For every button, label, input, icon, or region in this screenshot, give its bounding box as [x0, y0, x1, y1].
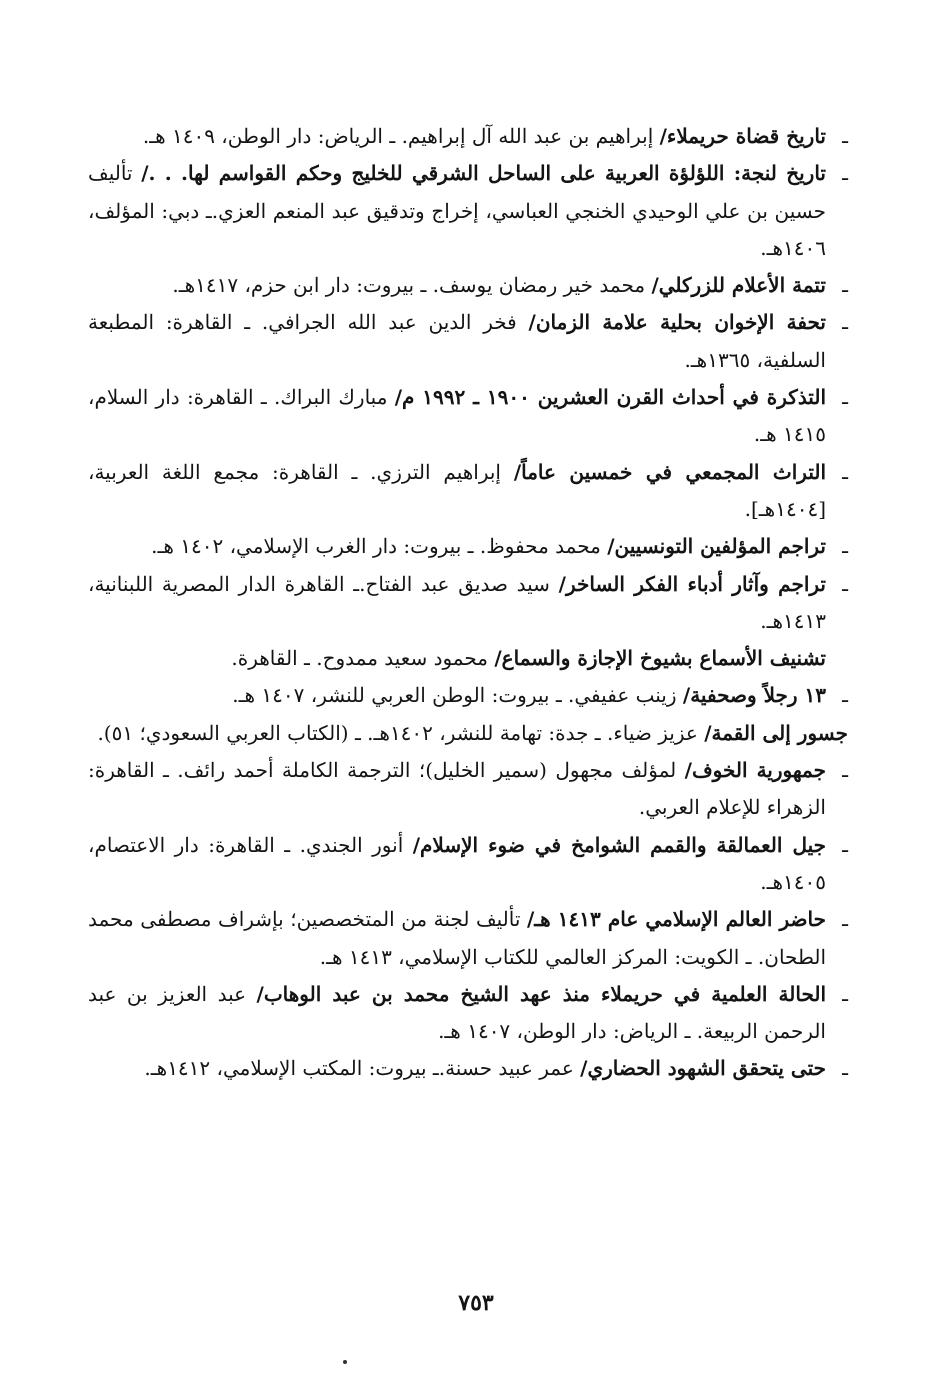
entry-title: الحالة العلمية في حريملاء منذ عهد الشيخ محمد بن عبد الوهاب/ — [256, 981, 827, 1006]
entry-title: جيل العمالقة والقمم الشوامخ في ضوء الإسلام/ — [412, 832, 826, 857]
entry-details: مبارك البراك. ـ القاهرة: دار السلام، ١٤١٥ هـ. — [88, 385, 826, 447]
entry-dash: ـ — [842, 981, 848, 1006]
entry-details: تأليف حسين بن علي الوحيدي الخنجي العباسي، إخراج وتدقيق عبد المنعم العزي.ـ دبي: المؤلف، ١٤٠٦هـ. — [88, 161, 826, 260]
entry-dash: ـ — [842, 907, 848, 932]
bibliography-list — [88, 118, 848, 1088]
entry-details: محمد محفوظ. ـ بيروت: دار الغرب الإسلامي، ١٤٠٢ هـ. — [151, 534, 608, 559]
entry-title: التذكرة في أحداث القرن العشرين ١٩٠٠ ـ ١٩٩٢ م/ — [394, 385, 826, 410]
entry-details: تأليف لجنة من المتخصصين؛ بإشراف مصطفى محمد الطحان. ـ الكويت: المركز العالمي للكتاب الإسلامي، ١٤١٣ هـ. — [88, 907, 826, 969]
entry-title: جسور إلى القمة/ — [704, 720, 848, 745]
bibliography-entry — [88, 566, 848, 641]
bibliography-entry — [88, 155, 848, 267]
entry-title: حتى يتحقق الشهود الحضاري/ — [580, 1056, 826, 1081]
entry-title: تراجم المؤلفين التونسيين/ — [607, 534, 826, 559]
entry-details: عمر عبيد حسنة.ـ بيروت: المكتب الإسلامي، ١٤١٢هـ. — [144, 1056, 581, 1081]
entry-dash: ـ — [842, 683, 848, 708]
bibliography-entry — [88, 267, 848, 304]
bibliography-entry — [88, 976, 848, 1051]
entry-dash: ـ — [842, 1056, 848, 1081]
entry-details: عبد العزيز بن عبد الرحمن الربيعة. ـ الرياض: دار الوطن، ١٤٠٧ هـ. — [88, 981, 826, 1044]
bibliography-entry — [88, 528, 848, 565]
entry-title: تراجم وآثار أدباء الفكر الساخر/ — [558, 571, 826, 596]
entry-details: سيد صديق عبد الفتاح.ـ القاهرة الدار المصرية اللبنانية، ١٤١٣هـ. — [88, 571, 826, 633]
entry-dash: ـ — [842, 385, 848, 410]
entry-dash: ـ — [842, 459, 848, 484]
entry-details: لمؤلف مجهول (سمير الخليل)؛ الترجمة الكاملة أحمد رائف. ـ القاهرة: الزهراء للإعلام العربي. — [88, 758, 826, 820]
bibliography-entry — [88, 454, 848, 529]
entry-details: محمود سعيد ممدوح. ـ القاهرة. — [231, 646, 495, 671]
entry-dash: ـ — [842, 758, 848, 783]
entry-dash: ـ — [842, 310, 848, 335]
bibliography-entry — [88, 677, 848, 714]
bibliography-entry — [88, 752, 848, 827]
entry-dash: ـ — [842, 273, 848, 298]
bibliography-entry — [88, 118, 848, 155]
bibliography-entry — [88, 901, 848, 976]
entry-details: محمد خير رمضان يوسف. ـ بيروت: دار ابن حزم، ١٤١٧هـ. — [172, 273, 652, 298]
entry-dash: ـ — [842, 161, 848, 186]
page-number: ٧٥٣ — [458, 1290, 494, 1316]
entry-title: تحفة الإخوان بحلية علامة الزمان/ — [528, 310, 826, 335]
entry-details: إبراهيم الترزي. ـ القاهرة: مجمع اللغة العربية، [١٤٠٤هـ]. — [88, 459, 826, 521]
entry-title: تشنيف الأسماع بشيوخ الإجازة والسماع/ — [494, 646, 826, 671]
entry-details: زينب عفيفي. ـ بيروت: الوطن العربي للنشر، ١٤٠٧ هـ. — [232, 683, 683, 708]
entry-title: تاريخ قضاة حريملاء/ — [659, 124, 826, 148]
entry-dash: ـ — [842, 124, 848, 148]
bibliography-entry — [88, 379, 848, 454]
entry-title: تتمة الأعلام للزركلي/ — [651, 273, 826, 298]
entry-dash: ـ — [842, 571, 848, 596]
entry-dash: ـ — [842, 832, 848, 857]
entry-title: التراث المجمعي في خمسين عاماً/ — [513, 459, 826, 484]
entry-details: عزيز ضياء. ـ جدة: تهامة للنشر، ١٤٠٢هـ. ـ (الكتاب العربي السعودي؛ ٥١). — [97, 720, 705, 745]
entry-details: إبراهيم بن عبد الله آل إبراهيم. ـ الرياض: دار الوطن، ١٤٠٩ هـ. — [142, 124, 660, 148]
entry-title: حاضر العالم الإسلامي عام ١٤١٣ هـ/ — [526, 907, 826, 932]
bibliography-entry — [88, 715, 848, 752]
bibliography-entry — [88, 1050, 848, 1087]
entry-details: أنور الجندي. ـ القاهرة: دار الاعتصام، ١٤٠٥هـ. — [88, 832, 826, 894]
bibliography-entry — [88, 827, 848, 902]
entry-title: جمهورية الخوف/ — [684, 758, 826, 783]
bibliography-entry — [88, 640, 848, 677]
entry-title: ١٣ رجلاً وصحفية/ — [682, 683, 826, 708]
entry-details: فخر الدين عبد الله الجرافي. ـ القاهرة: المطبعة السلفية، ١٣٦٥هـ. — [88, 310, 826, 372]
entry-title: تاريخ لنجة: اللؤلؤة العربية على الساحل الشرقي للخليج وحكم القواسم لها. . ./ — [141, 161, 826, 186]
entry-dash: ـ — [842, 534, 848, 559]
print-speck — [343, 1360, 347, 1364]
bibliography-entry — [88, 304, 848, 379]
